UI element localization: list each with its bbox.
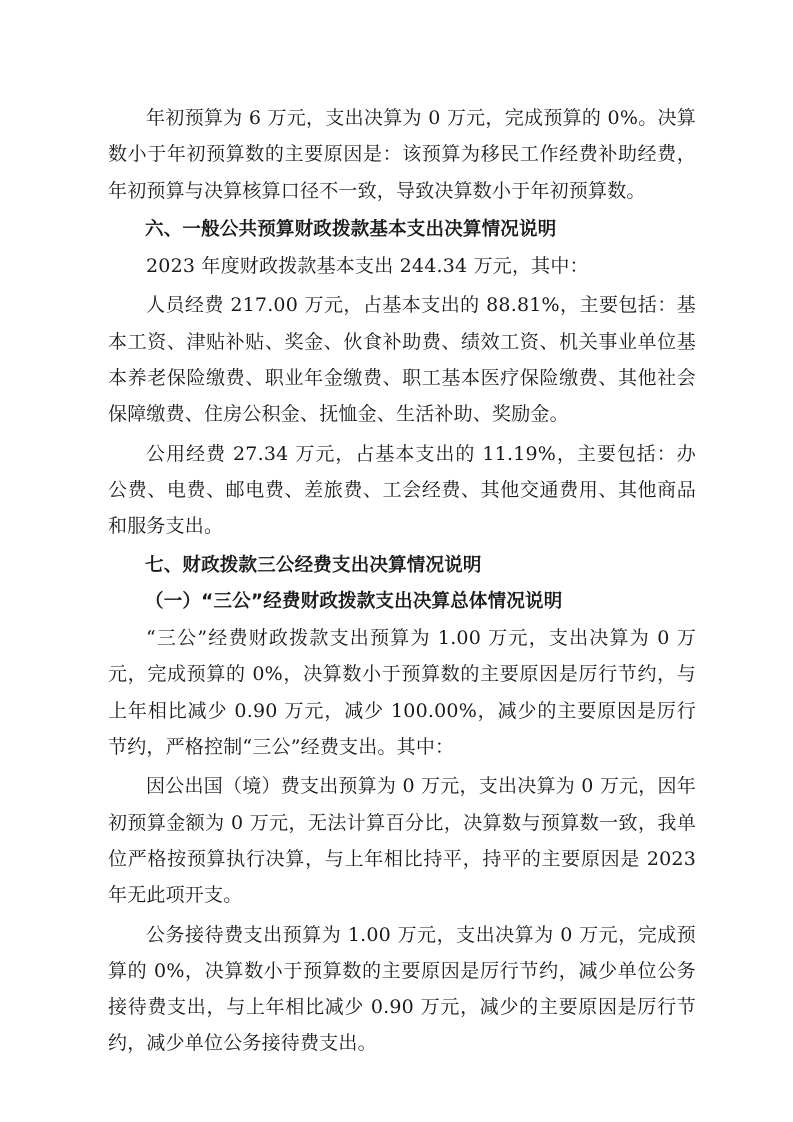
paragraph-personnel-expenses: 人员经费 217.00 万元，占基本支出的 88.81%，主要包括：基本工资、津贴补贴、奖金、伙食补助费、绩效工资、机关事业单位基本养老保险缴费、职业年金缴费、职工基本医疗保险缴费、其他社会保障缴费、住房公积金、抚恤金、生活补助、奖励金。 <box>108 294 696 426</box>
heading-subsection-one: （一）“三公”经费财政拨款支出决算总体情况说明 <box>145 590 563 612</box>
paragraph-official-reception: 公务接待费支出预算为 1.00 万元，支出决算为 0 万元，完成预算的 0%，决算数小于预算数的主要原因是厉行节约，减少单位公务接待费支出，与上年相比减少 0.90 万元，减少的主要原因是厉行节约，减少单位公务接待费支出。 <box>108 923 696 1055</box>
paragraph-three-public-overview: “三公”经费财政拨款支出预算为 1.00 万元，支出决算为 0 万元，完成预算的 0%，决算数小于预算数的主要原因是厉行节约，与上年相比减少 0.90 万元，减少 100.00%，减少的主要原因是厉行节约，严格控制“三公”经费支出。其中： <box>108 627 696 759</box>
paragraph-overseas-travel: 因公出国（境）费支出预算为 0 万元，支出决算为 0 万元，因年初预算金额为 0 万元，无法计算百分比，决算数与预算数一致，我单位严格按预算执行决算，与上年相比持平，持平的主要原因是 2023 年无此项开支。 <box>108 775 696 907</box>
document-body <box>108 100 696 1062</box>
heading-section-six: 六、一般公共预算财政拨款基本支出决算情况说明 <box>145 218 557 240</box>
heading-section-seven: 七、财政拨款三公经费支出决算情况说明 <box>145 554 482 576</box>
paragraph-public-expenses: 公用经费 27.34 万元，占基本支出的 11.19%，主要包括：办公费、电费、邮电费、差旅费、工会经费、其他交通费用、其他商品和服务支出。 <box>108 442 696 538</box>
paragraph-budget-variance: 年初预算为 6 万元，支出决算为 0 万元，完成预算的 0%。决算数小于年初预算数的主要原因是：该预算为移民工作经费补助经费，年初预算与决算核算口径不一致，导致决算数小于年初预算数。 <box>108 107 696 202</box>
paragraph-basic-expenditure-total: 2023 年度财政拨款基本支出 244.34 万元，其中： <box>146 255 589 278</box>
